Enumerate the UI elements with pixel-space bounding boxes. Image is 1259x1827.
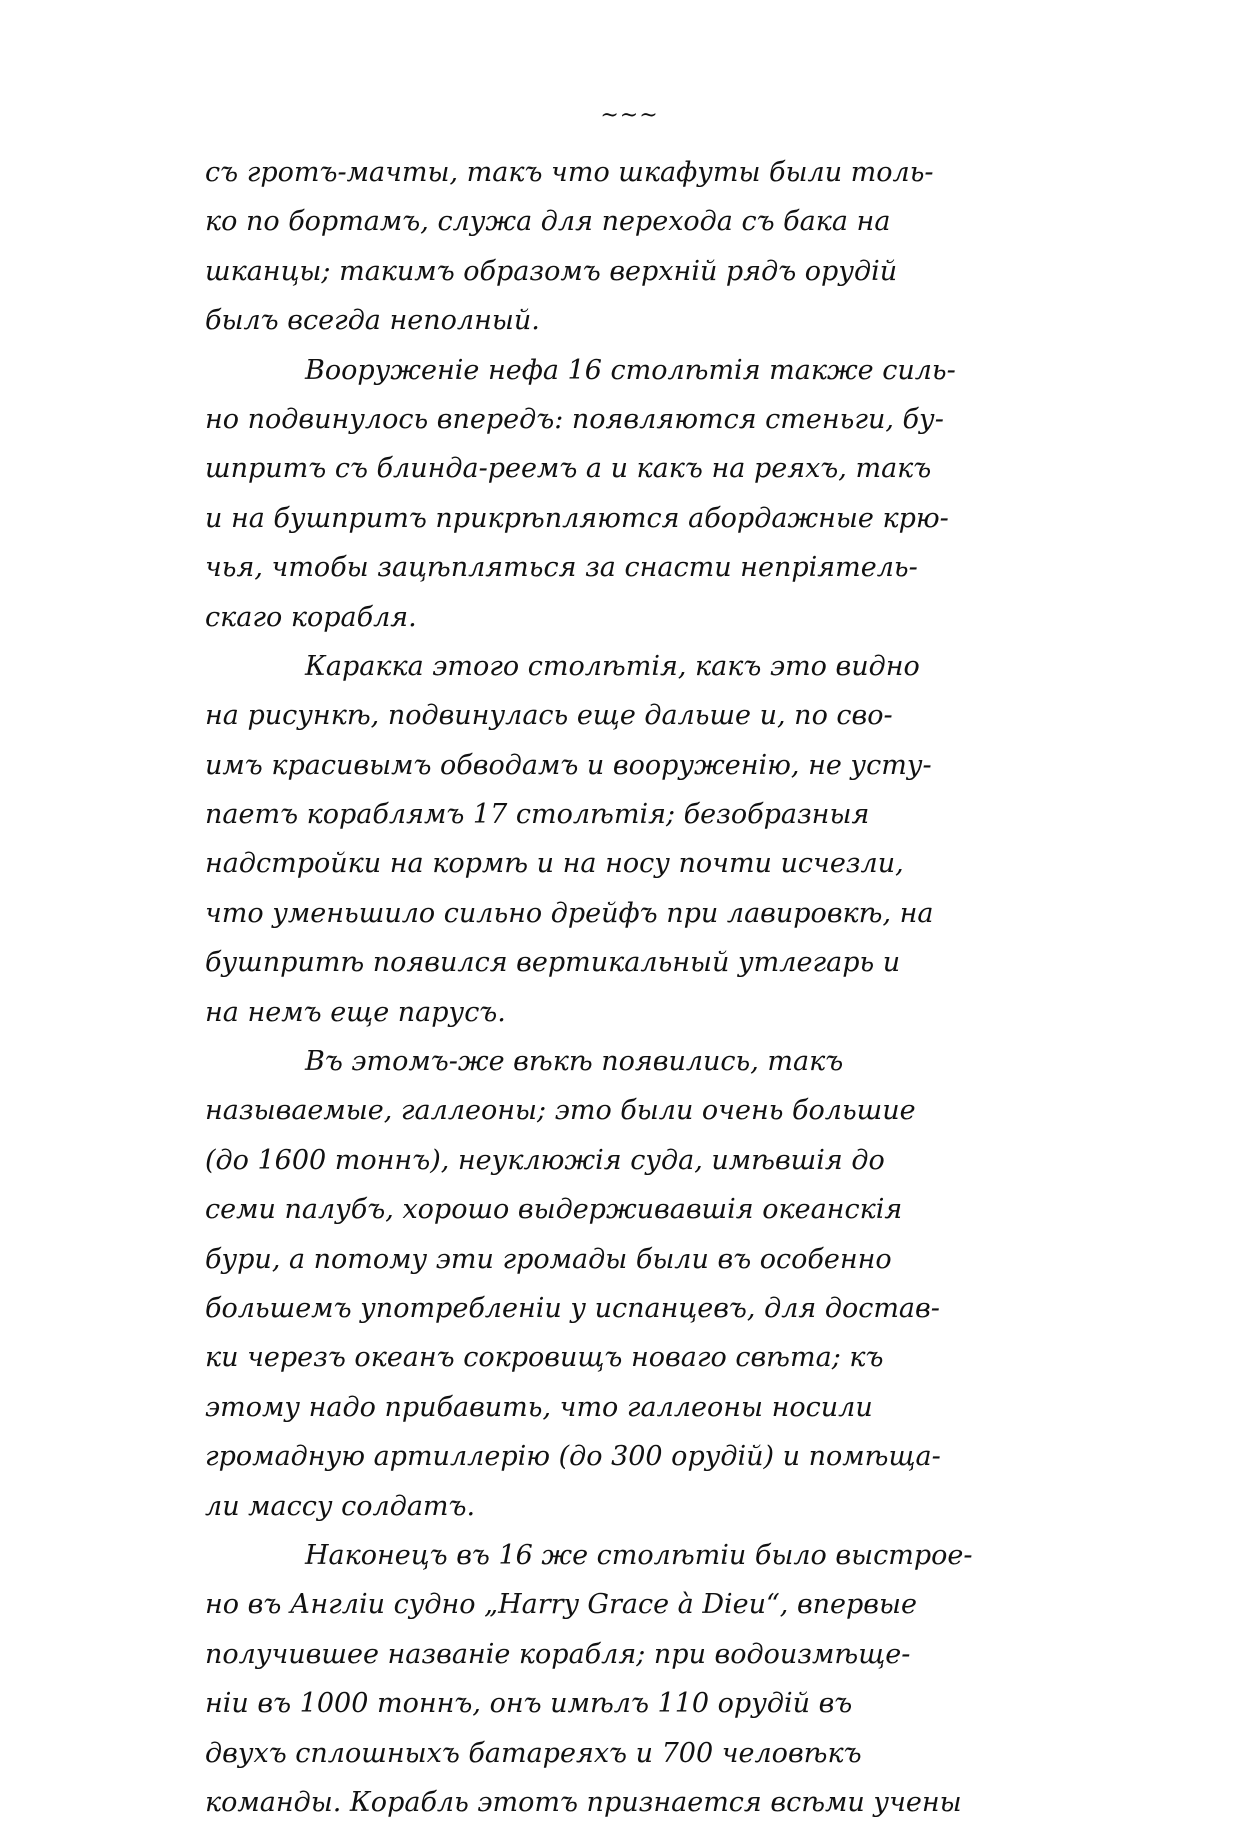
text-line: былъ всегда неполный. [205, 305, 540, 337]
text-line: Въ этомъ-же вѣкѣ появились, такъ [305, 1046, 844, 1078]
text-line: паетъ кораблямъ 17 столѣтія; безобразныя [205, 799, 870, 831]
page-header-mark: ~~~ [600, 103, 659, 128]
text-line: съ гротъ-мачты, такъ что шкафуты были толь- [205, 157, 934, 188]
text-line: этому надо прибавить, что галлеоны носили [205, 1391, 873, 1423]
text-line: (до 1600 тоннъ), неуклюжія суда, имѣвшія до [205, 1144, 885, 1176]
text-line: семи палубъ, хорошо выдерживавшія океанскія [205, 1194, 903, 1226]
text-line: на рисункѣ, подвинулась еще дальше и, по сво- [205, 700, 893, 732]
text-line: скаго корабля. [205, 601, 417, 633]
text-line: и на бушпритъ прикрѣпляются абордажные крю- [205, 502, 949, 534]
text-line: ко по бортамъ, служа для перехода съ бака на [205, 206, 891, 238]
text-line: ли массу солдатъ. [205, 1490, 476, 1522]
text-line: ки черезъ океанъ сокровищъ новаго свѣта; къ [205, 1342, 884, 1374]
text-line: шканцы; такимъ образомъ верхній рядъ орудій [205, 255, 898, 287]
text-line: большемъ употребленіи у испанцевъ, для достав- [205, 1292, 940, 1324]
text-line: команды. Корабль этотъ признается всѣми учены [205, 1786, 962, 1818]
text-line: на немъ еще парусъ. [205, 996, 506, 1028]
text-line: Вооруженіе нефа 16 столѣтія также силь- [305, 354, 956, 386]
text-line: бури, а потому эти громады были въ особенно [205, 1243, 892, 1275]
text-line: чья, чтобы зацѣпляться за снасти непріятель- [205, 552, 918, 584]
text-line: Каракка этого столѣтія, какъ это видно [305, 650, 920, 682]
text-line: что уменьшило сильно дрейфъ при лавировкѣ, на [205, 897, 934, 929]
text-line: получившее названіе корабля; при водоизмѣще- [205, 1638, 911, 1670]
text-line: называемые, галлеоны; это были очень большие [205, 1095, 916, 1127]
text-line: Наконецъ въ 16 же столѣтіи было выстрое- [305, 1539, 973, 1571]
text-line: но подвинулось впередъ: появляются стеньги, бу- [205, 403, 944, 435]
text-line: надстройки на кормѣ и на носу почти исчезли, [205, 848, 904, 880]
text-line: но въ Англіи судно „Harry Grace à Dieu“, впервые [205, 1589, 917, 1621]
text-line: громадную артиллерію (до 300 орудій) и помѣща- [205, 1441, 941, 1473]
text-line: ніи въ 1000 тоннъ, онъ имѣлъ 110 орудій въ [205, 1688, 853, 1720]
text-line: двухъ сплошныхъ батареяхъ и 700 человѣкъ [205, 1737, 862, 1769]
text-line: имъ красивымъ обводамъ и вооруженію, не усту- [205, 749, 932, 781]
manuscript-text [205, 148, 1085, 1827]
text-line: бушпритѣ появился вертикальный утлегарь и [205, 947, 901, 979]
text-line: шпритъ съ блинда-реемъ а и какъ на реяхъ, такъ [205, 453, 932, 485]
